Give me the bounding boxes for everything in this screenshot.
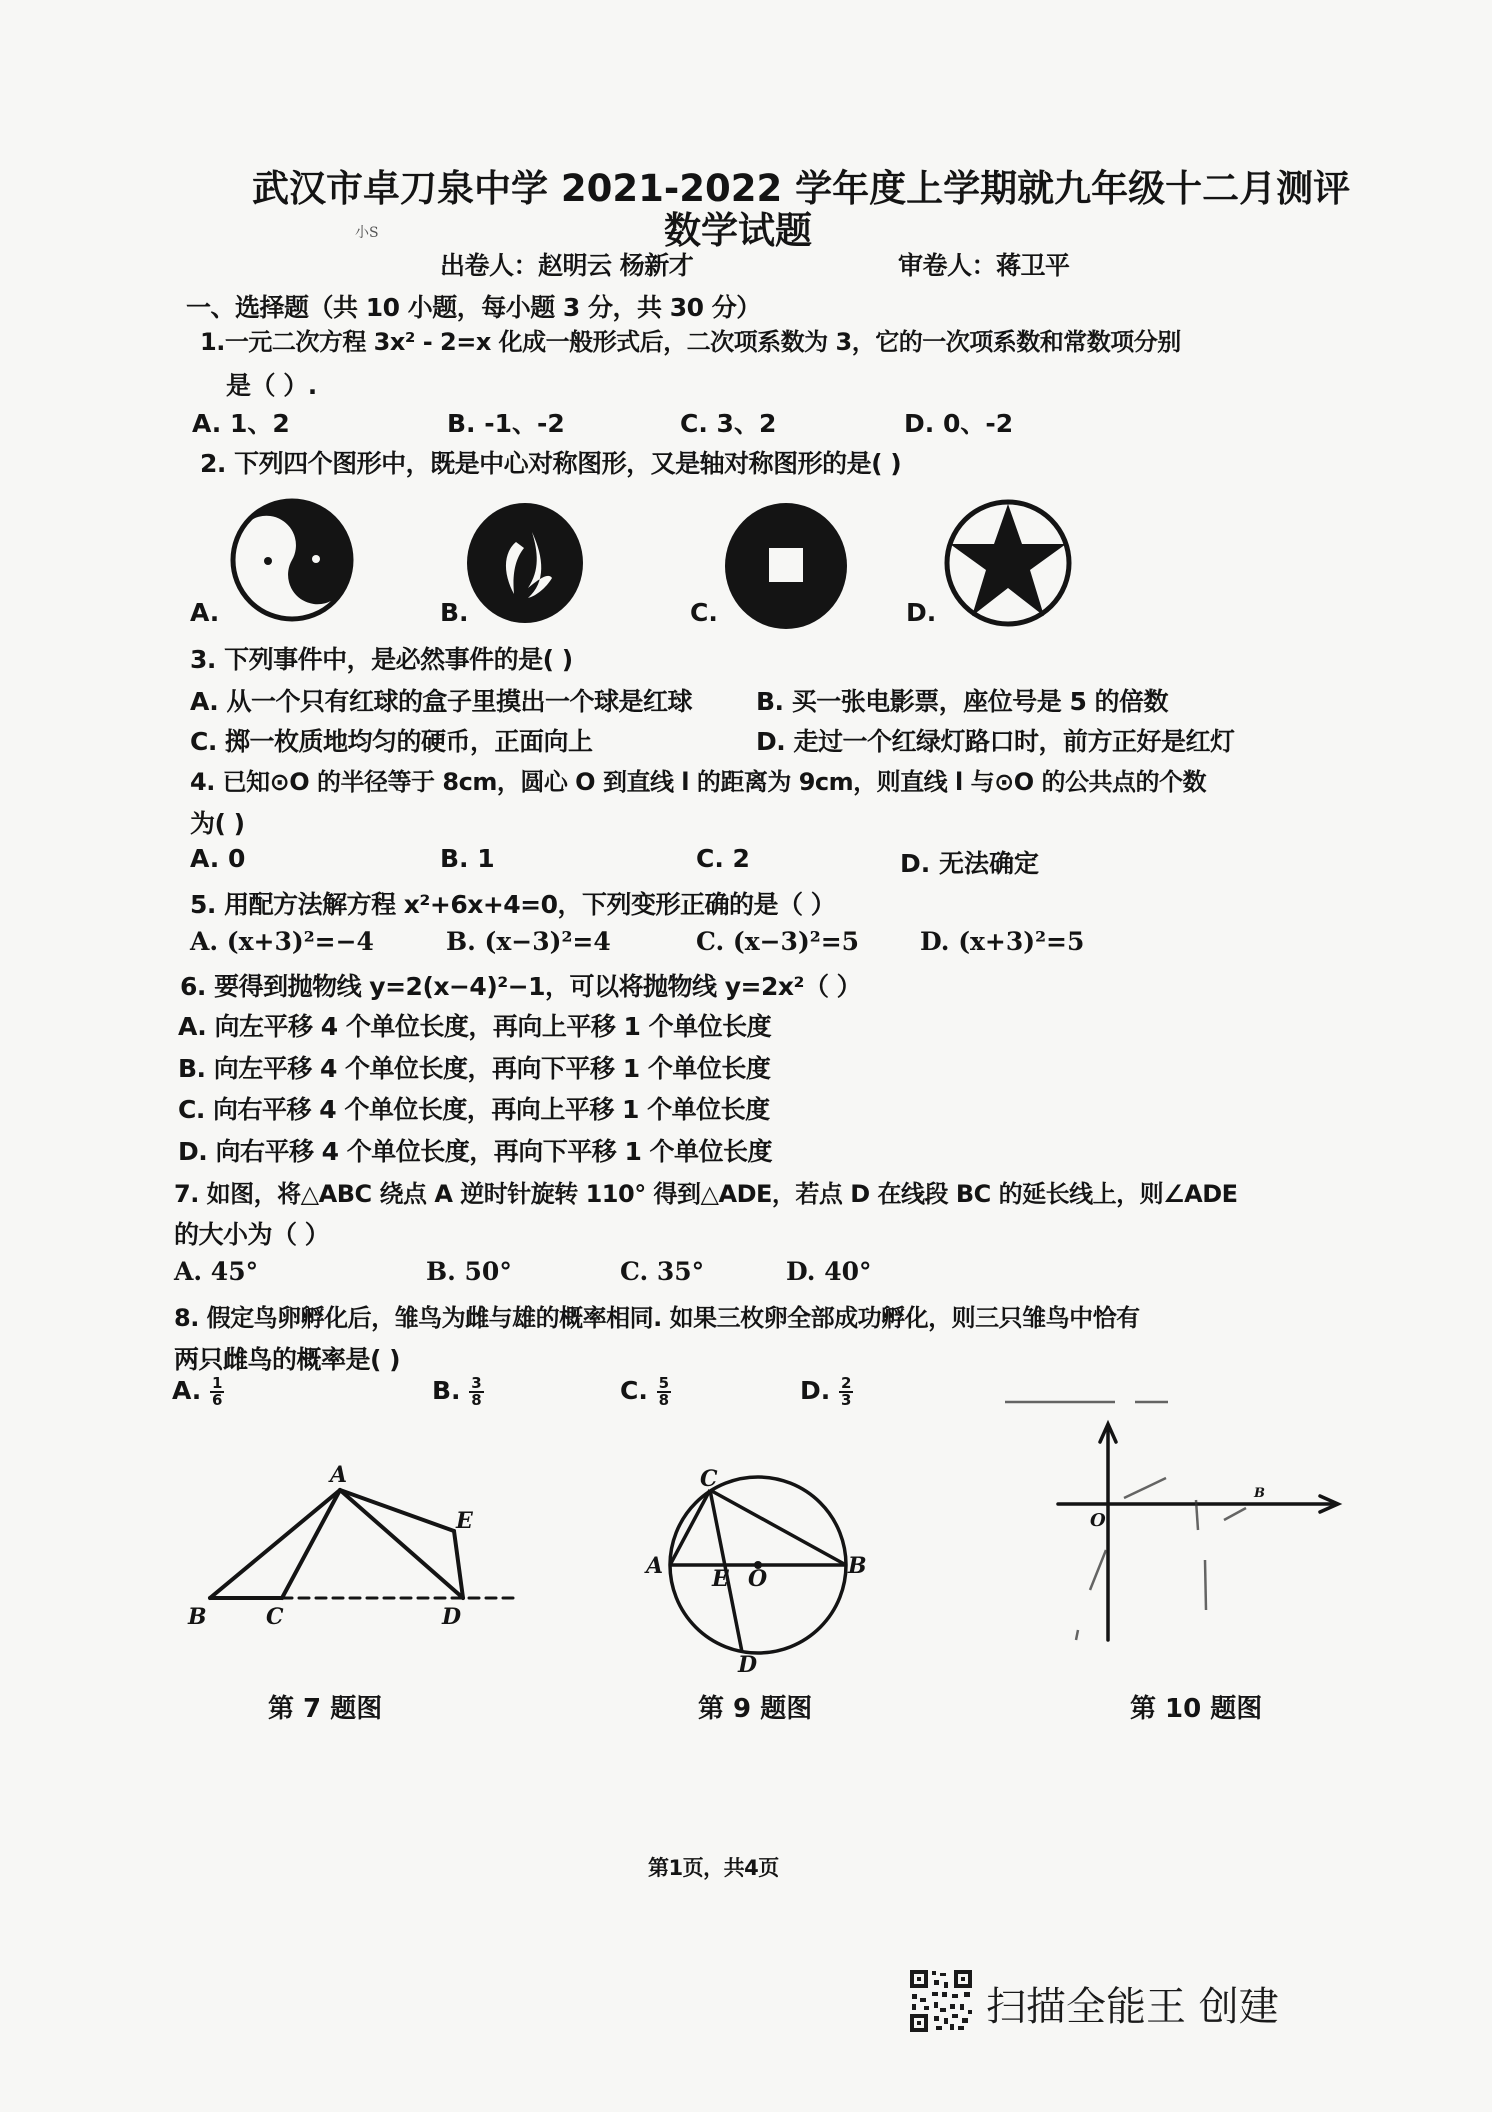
option-letter: D. <box>800 1376 831 1405</box>
fig9-point-b: B <box>848 1553 867 1579</box>
question-8-stem-cont: 两只雌鸟的概率是( ) <box>174 1345 401 1374</box>
question-6-option-d[interactable]: D. 向右平移 4 个单位长度，再向下平移 1 个单位长度 <box>178 1137 773 1166</box>
question-5-option-d[interactable]: D. (x+3)²=5 <box>920 927 1085 956</box>
question-8-option-d[interactable] <box>800 1376 853 1408</box>
fraction-denominator: 8 <box>471 1391 482 1409</box>
camscanner-watermark-text: 扫描全能王 创建 <box>986 1984 1279 2030</box>
question-5-stem: 5. 用配方法解方程 x²+6x+4=0，下列变形正确的是（ ） <box>190 890 836 919</box>
question-8-stem: 8. 假定鸟卵孵化后，雏鸟为雌与雄的概率相同. 如果三枚卵全部成功孵化，则三只雏鸟中恰有 <box>174 1304 1140 1332</box>
question-2-figure-b[interactable] <box>466 502 584 624</box>
question-7-stem-cont: 的大小为（ ） <box>174 1220 330 1249</box>
fraction <box>210 1376 224 1408</box>
question-1-option-d[interactable]: D. 0、-2 <box>904 409 1014 438</box>
figure-7-triangle-rotation <box>180 1470 530 1670</box>
fig9-point-d: D <box>738 1652 758 1678</box>
question-4-option-d[interactable]: D. 无法确定 <box>900 849 1039 878</box>
question-2-figure-c[interactable] <box>724 502 848 630</box>
fraction-numerator: 2 <box>840 1374 852 1392</box>
question-2-stem: 2. 下列四个图形中，既是中心对称图形，又是轴对称图形的是( ) <box>200 449 902 478</box>
fraction-denominator: 6 <box>212 1391 223 1409</box>
exam-authors: 出卷人：赵明云 杨新才 <box>440 251 694 280</box>
question-8-option-b[interactable] <box>432 1376 484 1408</box>
fig10-point-o: O <box>1090 1510 1106 1531</box>
question-1-stem: 1.一元二次方程 3x² - 2=x 化成一般形式后，二次项系数为 3，它的一次项系数和常数项分别 <box>200 328 1181 356</box>
stray-handwritten-mark: 小S <box>355 225 379 241</box>
question-6-option-a[interactable]: A. 向左平移 4 个单位长度，再向上平移 1 个单位长度 <box>178 1012 772 1041</box>
question-7-option-b[interactable]: B. 50° <box>426 1257 512 1286</box>
figure-10-coordinate-axes <box>1000 1390 1345 1680</box>
question-4-stem-cont: 为( ) <box>190 809 245 838</box>
figure-7-caption: 第 7 题图 <box>268 1694 383 1724</box>
exam-reviewer: 审卷人：蒋卫平 <box>898 251 1070 280</box>
exam-title-line1: 武汉市卓刀泉中学 2021-2022 学年度上学期就九年级十二月测评 <box>252 167 1351 210</box>
fraction-denominator: 8 <box>658 1391 670 1409</box>
question-8-option-c[interactable] <box>620 1376 671 1408</box>
section-heading: 一、选择题（共 10 小题，每小题 3 分，共 30 分） <box>186 293 761 322</box>
fig7-point-a: A <box>330 1462 348 1488</box>
fraction-numerator: 3 <box>471 1374 482 1392</box>
question-2-option-d[interactable]: D. <box>906 598 937 627</box>
question-3-option-a[interactable]: A. 从一个只有红球的盒子里摸出一个球是红球 <box>190 687 693 716</box>
segment-ab <box>210 1490 340 1598</box>
question-1-stem-cont: 是（ ）. <box>226 371 317 400</box>
exam-title-line2: 数学试题 <box>664 209 812 252</box>
question-3-option-c[interactable]: C. 掷一枚质地均匀的硬币，正面向上 <box>190 727 593 756</box>
question-6-stem: 6. 要得到抛物线 y=2(x−4)²−1，可以将抛物线 y=2x²（ ） <box>180 972 862 1001</box>
fraction-denominator: 3 <box>840 1391 852 1409</box>
question-5-option-c[interactable]: C. (x−3)²=5 <box>696 927 860 956</box>
chord-cb <box>710 1490 846 1565</box>
fig9-point-o: O <box>748 1566 768 1592</box>
fraction <box>657 1376 671 1408</box>
figure-10-caption: 第 10 题图 <box>1130 1694 1263 1724</box>
fraction <box>839 1376 853 1408</box>
fig9-point-a: A <box>646 1553 664 1579</box>
fig7-point-d: D <box>442 1604 462 1630</box>
question-2-figure-a[interactable] <box>230 498 354 622</box>
question-4-option-c[interactable]: C. 2 <box>696 844 750 873</box>
segment-ad <box>340 1490 463 1598</box>
option-letter: C. <box>620 1376 648 1405</box>
question-1-option-c[interactable]: C. 3、2 <box>680 409 777 438</box>
figure-9-caption: 第 9 题图 <box>698 1694 813 1724</box>
question-5-option-a[interactable]: A. (x+3)²=−4 <box>190 927 374 956</box>
chord-ca <box>670 1490 710 1565</box>
page-number: 第1页，共4页 <box>648 1856 779 1880</box>
question-7-option-d[interactable]: D. 40° <box>786 1257 872 1286</box>
option-letter: B. <box>432 1376 461 1405</box>
qr-code-icon <box>908 1968 974 2034</box>
question-7-option-a[interactable]: A. 45° <box>174 1257 259 1286</box>
question-2-option-b[interactable]: B. <box>440 598 469 627</box>
question-1-option-b[interactable]: B. -1、-2 <box>447 409 565 438</box>
question-4-option-a[interactable]: A. 0 <box>190 844 246 873</box>
option-letter: A. <box>172 1376 202 1405</box>
fig7-point-e: E <box>456 1508 473 1534</box>
fig9-point-c: C <box>700 1466 718 1492</box>
fig10-point-b: B <box>1254 1486 1265 1501</box>
question-4-option-b[interactable]: B. 1 <box>440 844 495 873</box>
question-1-option-a[interactable]: A. 1、2 <box>192 409 290 438</box>
question-4-stem: 4. 已知⊙O 的半径等于 8cm，圆心 O 到直线 l 的距离为 9cm，则直线 l 与⊙O 的公共点的个数 <box>190 768 1206 796</box>
fraction-numerator: 5 <box>658 1374 670 1392</box>
question-7-option-c[interactable]: C. 35° <box>620 1257 705 1286</box>
fig9-point-e: E <box>712 1566 729 1592</box>
question-5-option-b[interactable]: B. (x−3)²=4 <box>446 927 611 956</box>
fig7-point-b: B <box>188 1604 207 1630</box>
segment-ed <box>454 1531 463 1598</box>
segment-ae <box>340 1490 454 1531</box>
question-3-stem: 3. 下列事件中，是必然事件的是( ) <box>190 645 573 674</box>
question-3-option-b[interactable]: B. 买一张电影票，座位号是 5 的倍数 <box>756 687 1169 716</box>
segment-ac <box>282 1490 340 1598</box>
fig7-point-c: C <box>266 1604 284 1630</box>
fraction <box>469 1376 483 1408</box>
question-6-option-b[interactable]: B. 向左平移 4 个单位长度，再向下平移 1 个单位长度 <box>178 1054 771 1083</box>
fraction-numerator: 1 <box>212 1374 223 1392</box>
question-2-option-c[interactable]: C. <box>690 598 718 627</box>
question-6-option-c[interactable]: C. 向右平移 4 个单位长度，再向上平移 1 个单位长度 <box>178 1095 770 1124</box>
question-2-option-a[interactable]: A. <box>190 598 220 627</box>
question-8-option-a[interactable] <box>172 1376 224 1408</box>
question-7-stem: 7. 如图，将△ABC 绕点 A 逆时针旋转 110° 得到△ADE，若点 D 在线段 BC 的延长线上，则∠ADE <box>174 1180 1238 1208</box>
question-3-option-d[interactable]: D. 走过一个红绿灯路口时，前方正好是红灯 <box>756 727 1235 756</box>
question-2-figure-d[interactable] <box>942 498 1074 628</box>
